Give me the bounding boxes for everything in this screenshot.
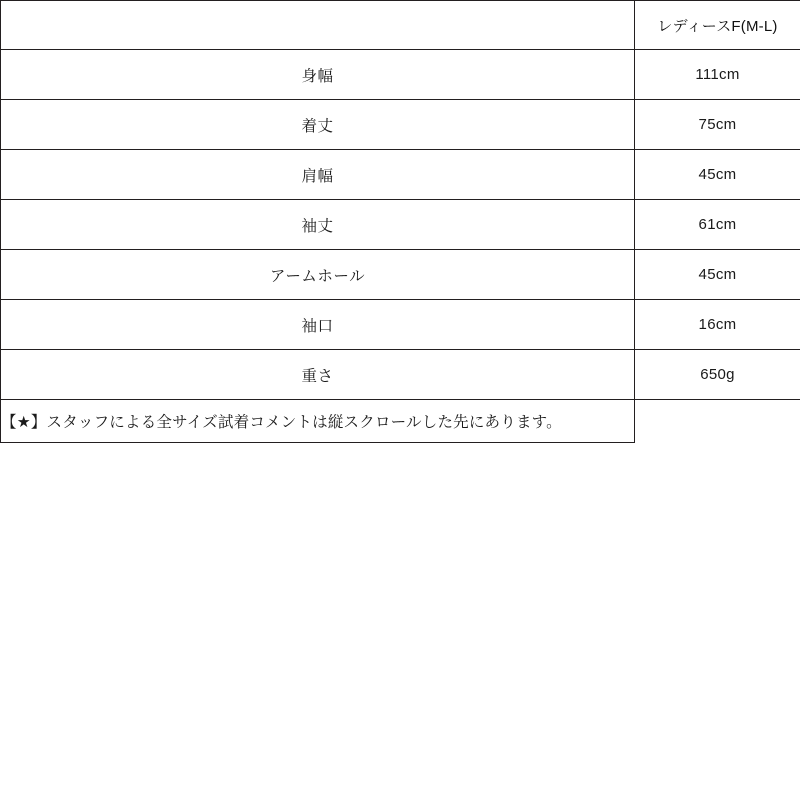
header-blank-cell	[1, 1, 635, 50]
measurement-label: 袖口	[1, 300, 635, 350]
table-note-row	[1, 400, 800, 443]
table-row	[1, 200, 800, 250]
table-header-row	[1, 1, 800, 50]
table-row	[1, 350, 800, 400]
table-row	[1, 300, 800, 350]
measurement-value: 45cm	[635, 150, 800, 200]
measurement-value: 111cm	[635, 50, 800, 100]
note-blank-cell	[635, 400, 800, 443]
staff-comment-note: 【★】スタッフによる全サイズ試着コメントは縦スクロールした先にあります。	[1, 400, 635, 443]
measurement-value: 75cm	[635, 100, 800, 150]
measurement-label: 着丈	[1, 100, 635, 150]
measurement-label: 身幅	[1, 50, 635, 100]
measurement-value: 61cm	[635, 200, 800, 250]
measurement-label: 肩幅	[1, 150, 635, 200]
measurement-label: 重さ	[1, 350, 635, 400]
measurement-label: 袖丈	[1, 200, 635, 250]
table-row	[1, 50, 800, 100]
empty-space	[0, 443, 800, 803]
table-row	[1, 150, 800, 200]
measurement-value: 16cm	[635, 300, 800, 350]
measurement-label: アームホール	[1, 250, 635, 300]
measurement-value: 650g	[635, 350, 800, 400]
header-size-cell: レディースF(M-L)	[635, 1, 800, 50]
table-row	[1, 250, 800, 300]
measurement-value: 45cm	[635, 250, 800, 300]
table-row	[1, 100, 800, 150]
